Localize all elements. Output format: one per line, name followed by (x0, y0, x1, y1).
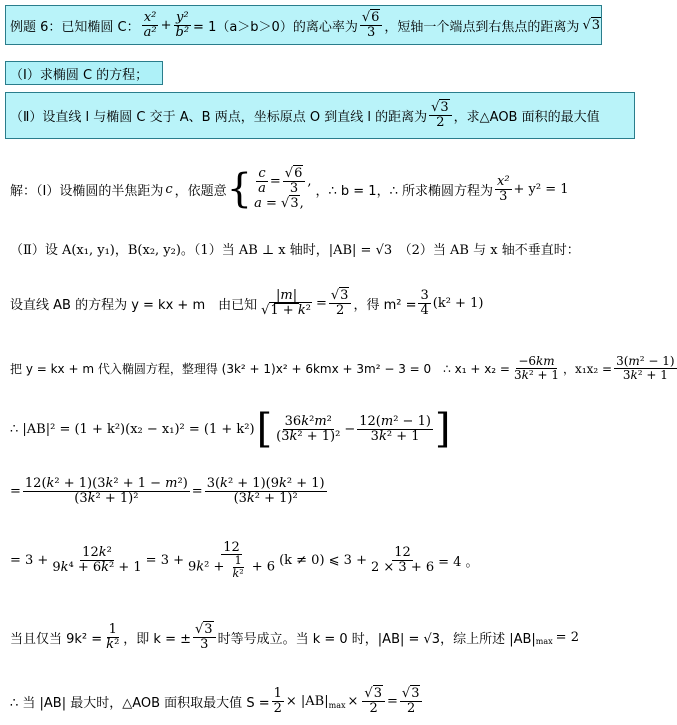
part2-text2: ，求△AOB 面积的最大值 (453, 110, 600, 125)
ellipse-frac-y: $\frac{\text{y²}}{\text{b²}}$ (175, 9, 190, 40)
l8d: = 2 (555, 629, 579, 645)
l5a: ∴ |AB|² = (1 + k²)(x₂ − x₁)² = (1 + k²) (10, 421, 255, 437)
solution-line-7: = 3 + $\frac{\text{12k²}}{\text{9k⁴ + 6k² + 1}}$ = 3 + 12 9k² + $\frac{1}{\text{k²}}$ + 6 (k ≠ 0) ⩽ 3 + $\frac{12}{2 \times 3 + 6}$ = 4 。 (10, 539, 479, 580)
l4a: 把 y = kx + m 代入椭圆方程，整理得 (3k² + 1)x² + 6kmx + 3m² − 3 = 0 ∴ x₁ + x₂ = (10, 361, 510, 376)
l1b: ，依题意 (174, 183, 227, 199)
l1c: ，∴ b = 1，∴ 所求椭圆方程为 (315, 183, 493, 199)
solution-line-3: 设直线 AB 的方程为 y = kx + m 由已知 $\frac{|m|}{\text{√1 + k²}}$ = $\frac{√3}{2}$ ，得 m² = $\frac{3}{4}$ (k² + 1) (10, 287, 484, 318)
problem-prefix: 例题 6：已知椭圆 C： (10, 19, 140, 35)
part2-text1: （Ⅱ）设直线 l 与椭圆 C 交于 A、B 两点，坐标原点 O 到直线 l 的距离为 (10, 110, 428, 125)
ellipse-frac-x: $\frac{\text{x²}}{\text{a²}}$ (143, 9, 157, 40)
l7c: (k ≠ 0) ⩽ 3 + (279, 552, 367, 568)
l8c: 时等号成立。当 k = 0 时，|AB| = √3，综上所述 |AB| (217, 631, 536, 647)
l7d: = 4 。 (438, 554, 479, 570)
l8a: 当且仅当 9k² = (10, 631, 103, 647)
solution-line-4: 把 y = kx + m 代入椭圆方程，整理得 (3k² + 1)x² + 6kmx + 3m² − 3 = 0 ∴ x₁ + x₂ = $\frac{-6km}{\text{3k² + 1}}$ ，x₁x₂ = $\frac{\text{3(m² − 1)}}{\text{3k² + 1}}$ (10, 353, 675, 382)
l7a: = 3 + (10, 552, 49, 568)
problem-statement: 例题 6：已知椭圆 C： $\frac{\text{x²}}{\text{a²}}$ + $\frac{\text{y²}}{\text{b²}}$ = 1（a＞b＞0）的离心率为 $\frac{√6}{3}$ ，短轴一个端点到右焦点的距离为 √3 (10, 9, 601, 40)
l1d: + y² = 1 (513, 181, 569, 197)
l3a: 设直线 AB 的方程为 y = kx + m 由已知 (10, 297, 258, 313)
max-sub-1: max (535, 637, 553, 646)
system-of-equations: { $\frac{c}{a}$ = $\frac{√6}{3}$ , a = √3, (226, 166, 312, 212)
l9c: × (347, 693, 359, 709)
eccentricity-frac: $\frac{√6}{3}$ (360, 11, 383, 39)
part2-title (10, 92, 634, 139)
l9a: ∴ 当 |AB| 最大时，△AOB 面积取最大值 S = (10, 695, 270, 711)
l8b: ，即 k = ± (123, 631, 191, 647)
solution-line-9: ∴ 当 |AB| 最大时，△AOB 面积取最大值 S = $\frac{1}{2}$ × |AB| $_{max}$ × $\frac{√3}{2}$ = $\frac{√3}{2}$ (10, 680, 634, 722)
solution-line-8: 当且仅当 9k² = $\frac{1}{\text{k²}}$ ，即 k = ± $\frac{√3}{3}$ 时等号成立。当 k = 0 时，|AB| = √3，综上所述 |AB| $_{max}$ = 2 (10, 621, 579, 652)
l7b: = 3 + (145, 552, 184, 568)
l3c: (k² + 1) (432, 295, 484, 311)
solution-line-2: （Ⅱ）设 A(x₁, y₁)，B(x₂, y₂)。（1）当 AB ⊥ x 轴时，|AB| = √3 （2）当 AB 与 x 轴不垂直时： (10, 242, 580, 258)
part1-title: （Ⅰ）求椭圆 C 的方程； (10, 67, 149, 83)
l4b: ，x₁x₂ = (563, 361, 613, 376)
solution-line-5: ∴ |AB|² = (1 + k²)(x₂ − x₁)² = (1 + k²) [ $\frac{\text{36k²m²}}{\text{(3k² + 1)²}}$ − $\frac{\text{12(m² − 1)}}{\text{3k² + 1}}$ ] (10, 406, 451, 452)
l9b: × |AB| (285, 693, 329, 709)
solution-line-6: = $\frac{\text{12(k² + 1)(3k² + 1 − m²)}}{\text{(3k² + 1)²}}$ = $\frac{\text{3(k² + 1)(9k² + 1)}}{\text{(3k² + 1)²}}$ (10, 475, 325, 506)
sqrt3-value: 3 (591, 17, 601, 33)
max-sub-2: max (328, 701, 346, 710)
problem-mid: ，短轴一个端点到右焦点的距离为 (384, 19, 580, 35)
solution-line-1: 解：（Ⅰ）设椭圆的半焦距为 c ，依题意 { $\frac{c}{a}$ = $\frac{√6}{3}$ , a = √3, ，∴ b = 1，∴ 所求椭圆方程为 $\frac{\text{x²}}{3}$ + y² = 1 (10, 166, 569, 212)
eq-tail: = 1（a＞b＞0）的离心率为 (193, 19, 358, 35)
l1a: 解：（Ⅰ）设椭圆的半焦距为 (10, 183, 164, 199)
distance-frac: $\frac{√3}{2}$ (429, 101, 452, 129)
l3b: ，得 m² = (353, 297, 417, 313)
